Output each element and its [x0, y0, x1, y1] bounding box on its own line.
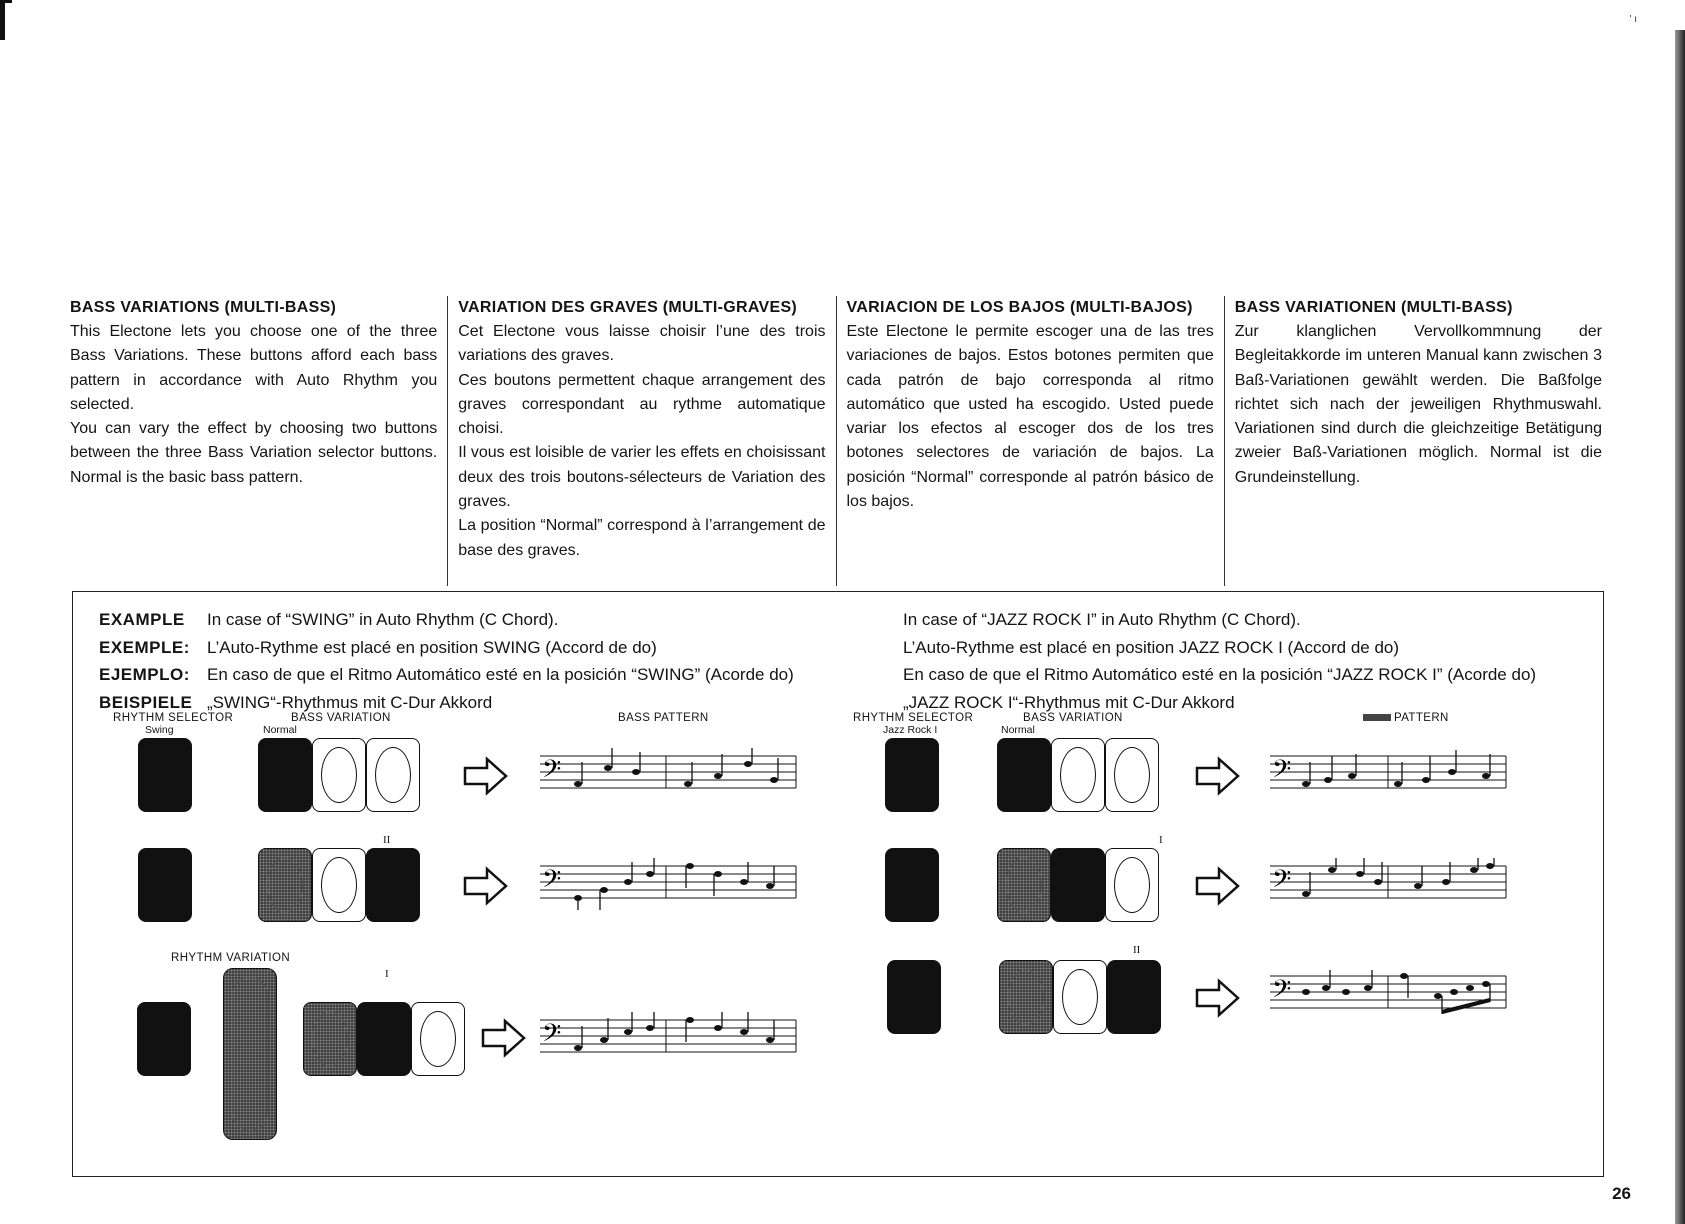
bass-variation-one-button	[312, 848, 366, 922]
paragraph: Ces boutons permettent chaque arrangement des graves correspondant au rythme automatique choisi.	[458, 371, 826, 438]
rhythm-selector-button	[885, 738, 939, 812]
arrow-right-icon	[481, 1018, 527, 1058]
rhythm-selector-button	[138, 738, 192, 812]
pattern-caption-text: PATTERN	[1394, 712, 1449, 724]
example-line	[99, 634, 794, 662]
rhythm-selector-button	[137, 1002, 191, 1076]
column-spanish	[836, 296, 1224, 586]
paragraph: Cet Electone vous laisse choisir l’une des trois variations des graves.	[458, 323, 826, 365]
paragraph: La position “Normal” correspond à l’arrangement de base des graves.	[458, 517, 826, 559]
heading-english: BASS VARIATIONS (MULTI-BASS)	[70, 299, 337, 316]
rhythm-name-caption: Jazz Rock I	[883, 724, 938, 736]
column-french	[447, 296, 835, 586]
roman-numeral-one: I	[1159, 834, 1163, 846]
example-label: EXEMPLE:	[99, 637, 190, 657]
rhythm-selector-caption: RHYTHM SELECTOR	[113, 712, 234, 724]
paragraph: Zur klanglichen Vervollkommnung der Begleitakkorde im unteren Manual kann zwischen 3 Baß-Variationen gewählt werden. Die Baßfolge richtet sich nach der jeweiligen Rhythmuswahl. Variationen sind durch die gleichzeitige Betätigung zweier Baß-Variationen möglich. Normal ist die Grundeinstellung.	[1234, 323, 1602, 486]
arrow-right-icon	[463, 866, 509, 906]
svg-text:𝄢: 𝄢	[1272, 755, 1292, 790]
example-box	[72, 591, 1604, 1177]
bass-variation-normal-button	[258, 848, 312, 922]
bass-variation-two-button	[1105, 738, 1159, 812]
bass-variation-one-button	[312, 738, 366, 812]
page-binding-edge	[1675, 30, 1685, 1224]
page-number: 26	[1612, 1184, 1631, 1203]
bass-variation-caption: BASS VARIATION	[291, 712, 391, 724]
example-text-right	[903, 606, 1536, 716]
bass-pattern-staff	[538, 748, 798, 800]
bass-variation-two-button	[411, 1002, 465, 1076]
bass-pattern-caption	[1363, 712, 1449, 724]
arrow-right-icon	[1195, 978, 1241, 1018]
rhythm-selector-button	[138, 848, 192, 922]
bass-variation-normal-button	[997, 738, 1051, 812]
heading-german: BASS VARIATIONEN (MULTI-BASS)	[1234, 299, 1513, 316]
example-text: In case of “SWING” in Auto Rhythm (C Chord).	[207, 610, 559, 629]
example-label: EJEMPLO:	[99, 665, 190, 684]
bass-pattern-staff	[1268, 968, 1508, 1020]
svg-text:𝄢: 𝄢	[1272, 975, 1292, 1010]
arrow-right-icon	[463, 756, 509, 796]
heading-french: VARIATION DES GRAVES (MULTI-GRAVES)	[458, 299, 798, 316]
rhythm-variation-button	[223, 968, 277, 1140]
example-line: L’Auto-Rythme est placé en position JAZZ ROCK I (Accord de do)	[903, 637, 1400, 657]
paragraph: This Electone lets you choose one of the three Bass Variations. These buttons afford each bass pattern in accordance with Auto Rhythm you selected.	[70, 323, 438, 413]
example-label: BEISPIELE	[99, 692, 193, 712]
bass-pattern-staff	[1268, 858, 1508, 910]
arrow-right-icon	[1195, 756, 1241, 796]
bass-variation-two-button	[1105, 848, 1159, 922]
heading-spanish: VARIACION DE LOS BAJOS (MULTI-BAJOS)	[846, 299, 1193, 316]
arrow-right-icon	[1195, 866, 1241, 906]
example-line: „JAZZ ROCK I“-Rhythmus mit C-Dur Akkord	[903, 692, 1235, 712]
rhythm-variation-caption: RHYTHM VARIATION	[171, 952, 291, 964]
normal-caption: Normal	[263, 724, 297, 736]
bass-pattern-staff	[538, 1012, 798, 1064]
bass-variation-two-button	[366, 848, 420, 922]
print-tick-mark: ' ı	[1629, 14, 1637, 25]
roman-numeral-two: II	[383, 834, 391, 846]
rhythm-name-caption: Swing	[145, 724, 174, 736]
svg-text:𝄢: 𝄢	[1272, 865, 1292, 900]
diagram-panel-jazz-rock	[843, 712, 1563, 1152]
bass-pattern-caption: BASS PATTERN	[618, 712, 709, 724]
obscured-text-mark	[1363, 714, 1391, 721]
example-line: En caso de que el Ritmo Automático esté en la posición “JAZZ ROCK I” (Acorde do)	[903, 665, 1537, 684]
normal-caption: Normal	[1001, 724, 1035, 736]
example-line: In case of “JAZZ ROCK I” in Auto Rhythm (C Chord).	[903, 610, 1301, 629]
paragraph: Il vous est loisible de varier les effets en choisissant deux des trois boutons-sélecteurs de Variation des graves.	[458, 444, 826, 511]
column-german	[1224, 296, 1612, 586]
bass-variation-normal-button	[303, 1002, 357, 1076]
bass-variation-one-button	[1053, 960, 1107, 1034]
roman-numeral-two: II	[1133, 944, 1141, 956]
paragraph: Este Electone le permite escoger una de las tres variaciones de bajos. Estos botones permiten que cada patrón de bajo corresponda al ritmo automático que usted ha escogido. Usted puede variar los efectos al escoger dos de los tres botones selectores de variación de bajos. La posición “Normal” corresponde al patrón básico de los bajos.	[846, 323, 1214, 511]
bass-pattern-staff	[1268, 748, 1508, 800]
example-line	[99, 606, 794, 634]
bass-variation-one-button	[1051, 738, 1105, 812]
bass-variation-normal-button	[999, 960, 1053, 1034]
bass-variation-one-button	[1051, 848, 1105, 922]
bass-variation-normal-button	[258, 738, 312, 812]
rhythm-selector-button	[887, 960, 941, 1034]
column-english	[60, 296, 447, 586]
example-text: „SWING“-Rhythmus mit C-Dur Akkord	[207, 692, 493, 712]
example-text-left	[99, 606, 794, 716]
bass-variation-one-button	[357, 1002, 411, 1076]
bass-variation-two-button	[1107, 960, 1161, 1034]
example-label: EXAMPLE	[99, 610, 185, 629]
crop-corner-mark	[0, 0, 12, 40]
rhythm-selector-button	[885, 848, 939, 922]
paragraph: You can vary the effect by choosing two buttons between the three Bass Variation selector buttons. Normal is the basic bass pattern.	[70, 420, 438, 486]
bass-variation-two-button	[366, 738, 420, 812]
svg-text:𝄢: 𝄢	[542, 755, 562, 790]
roman-numeral-one: I	[385, 968, 389, 980]
svg-text:𝄢: 𝄢	[542, 865, 562, 900]
example-text: En caso de que el Ritmo Automático esté en la posición “SWING” (Acorde do)	[207, 665, 794, 684]
text-columns	[60, 296, 1612, 586]
example-text: L’Auto-Rythme est placé en position SWING (Accord de do)	[207, 637, 657, 657]
bass-variation-normal-button	[997, 848, 1051, 922]
svg-text:𝄢: 𝄢	[542, 1019, 562, 1054]
rhythm-selector-caption: RHYTHM SELECTOR	[853, 712, 974, 724]
example-line	[99, 661, 794, 689]
diagram-panel-swing	[93, 712, 813, 1152]
bass-pattern-staff	[538, 858, 798, 910]
bass-variation-caption: BASS VARIATION	[1023, 712, 1123, 724]
